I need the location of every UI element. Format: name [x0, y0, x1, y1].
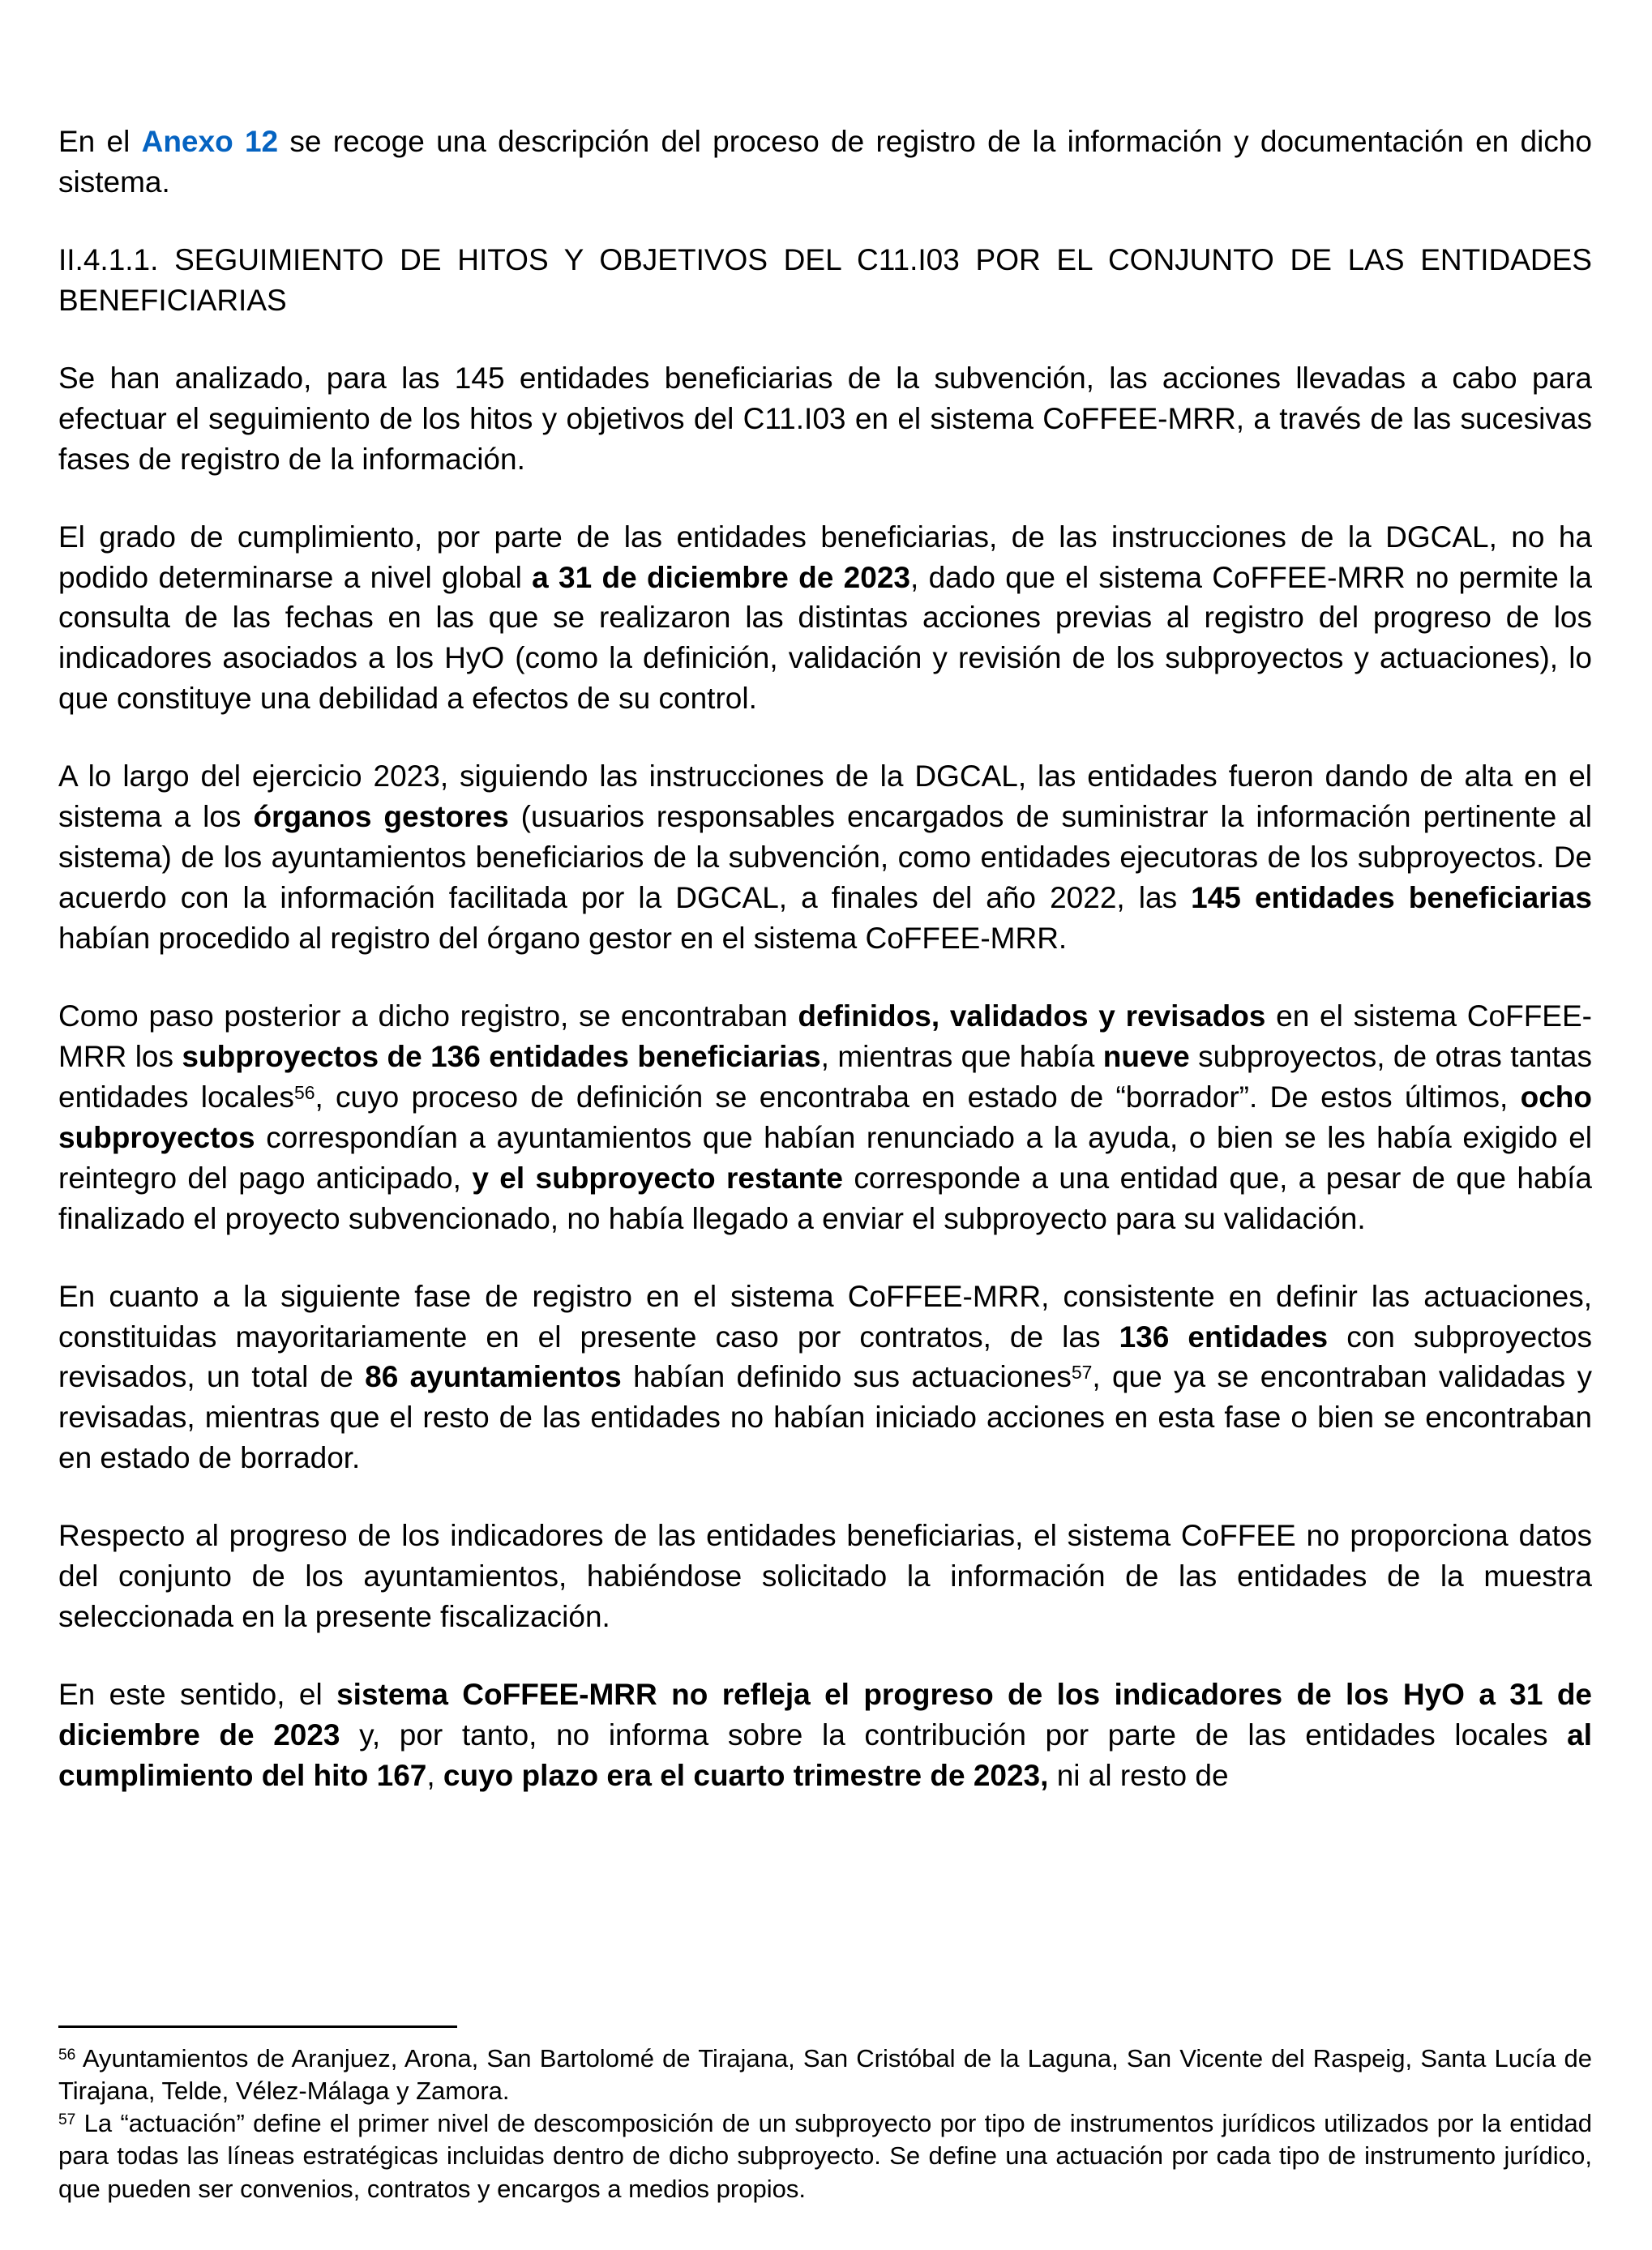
- anexo-12-link[interactable]: Anexo 12: [141, 125, 279, 158]
- footnote-reference: 56: [58, 2046, 76, 2064]
- text-run: 136 entidades: [1119, 1320, 1329, 1354]
- footnote-reference: 56: [293, 1081, 315, 1103]
- footnote-separator: [58, 2025, 457, 2028]
- text-run: a 31 de diciembre de 2023: [532, 560, 910, 594]
- text-run: corresponde a una entidad que, a pesar de que había finalizado el proyecto subvencionado, no había llegado a enviar el subproyecto para su validación.: [58, 1161, 1592, 1235]
- text-run: con subproyectos revisados, un total de: [58, 1320, 1592, 1394]
- text-run: se recoge una descripción del proceso de registro de la información y documentación en dicho sistema.: [58, 125, 1592, 199]
- text-run: en el sistema CoFFEE-MRR los: [58, 999, 1592, 1073]
- paragraph-indicadores: [58, 1516, 1592, 1637]
- text-run: cuyo plazo era el cuarto trimestre de 2023,: [443, 1758, 1049, 1792]
- text-run: En cuanto a la siguiente fase de registro en el sistema CoFFEE-MRR, consistente en definir las actuaciones, constituidas mayoritariamente en el presente caso por contratos, de las: [58, 1279, 1592, 1354]
- text-run: habían definido sus actuaciones: [621, 1360, 1072, 1394]
- text-run: El grado de cumplimiento, por parte de las entidades beneficiarias, de las instrucciones de la DGCAL, no ha podido determinarse a nivel global: [58, 520, 1592, 594]
- text-run: 145 entidades beneficiarias: [1191, 881, 1592, 915]
- paragraph-compliance: [58, 517, 1592, 720]
- document-body: [58, 122, 1592, 1833]
- text-run: al cumplimiento del hito 167: [58, 1718, 1592, 1792]
- text-run: , que ya se encontraban validadas y revisadas, mientras que el resto de las entidades no habían iniciado acciones en esta fase o bien se encontraban en estado de borrador.: [58, 1360, 1592, 1475]
- text-run: habían procedido al registro del órgano gestor en el sistema CoFFEE-MRR.: [58, 922, 1068, 955]
- text-run: ,: [426, 1758, 443, 1792]
- footnote-57: [58, 2107, 1592, 2205]
- paragraph-analysis: [58, 358, 1592, 480]
- text-run: , mientras que había: [820, 1039, 1103, 1073]
- section-heading: II.4.1.1. SEGUIMIENTO DE HITOS Y OBJETIVOS DEL C11.I03 POR EL CONJUNTO DE LAS ENTIDADES BENEFICIARIAS: [58, 242, 1592, 317]
- text-run: A lo largo del ejercicio 2023, siguiendo las instrucciones de la DGCAL, las entidades fueron dando de alta en el sistema a los: [58, 759, 1592, 834]
- footnote-reference: 57: [58, 2111, 76, 2129]
- paragraph-intro: [58, 122, 1592, 203]
- text-run: y el subproyecto restante: [472, 1161, 843, 1195]
- text-run: , cuyo proceso de definición se encontraba en estado de “borrador”. De estos últimos,: [315, 1080, 1521, 1114]
- footnotes-section: [58, 2001, 1592, 2205]
- text-run: ni al resto de: [1048, 1758, 1229, 1792]
- paragraph-hito-167: [58, 1675, 1592, 1796]
- text-run: subproyectos, de otras tantas entidades locales: [58, 1039, 1592, 1114]
- paragraph-organos-gestores: [58, 756, 1592, 959]
- text-run: sistema CoFFEE-MRR no refleja el progreso de los indicadores de los HyO a 31 de diciembre de 2023: [58, 1678, 1593, 1752]
- text-run: nueve: [1102, 1039, 1190, 1073]
- text-run: Respecto al progreso de los indicadores de las entidades beneficiarias, el sistema CoFFEE no proporciona datos del conjunto de los ayuntamientos, habiéndose solicitado la información de las entidades de la muestra seleccionada en la presente fiscalización.: [58, 1519, 1592, 1634]
- text-run: ocho subproyectos: [58, 1080, 1593, 1154]
- text-run: Se han analizado, para las 145 entidades beneficiarias de la subvención, las acciones llevadas a cabo para efectuar el seguimiento de los hitos y objetivos del C11.I03 en el sistema CoFFEE-MRR, a través de las sucesivas fases de registro de la información.: [58, 361, 1592, 476]
- text-run: 86 ayuntamientos: [365, 1360, 622, 1394]
- footnote-reference: 57: [1071, 1362, 1093, 1384]
- text-run: definidos, validados y revisados: [798, 999, 1266, 1033]
- text-run: órganos gestores: [253, 800, 509, 834]
- paragraph-subproyectos: [58, 996, 1592, 1239]
- text-run: En este sentido, el: [58, 1678, 337, 1712]
- text-run: Como paso posterior a dicho registro, se encontraban: [58, 999, 798, 1033]
- text-run: subproyectos de 136 entidades beneficiarias: [182, 1039, 821, 1073]
- text-run: Ayuntamientos de Aranjuez, Arona, San Bartolomé de Tirajana, San Cristóbal de la Laguna, San Vicente del Raspeig, Santa Lucía de Tirajana, Telde, Vélez-Málaga y Zamora.: [58, 2043, 1592, 2105]
- text-run: , dado que el sistema CoFFEE-MRR no permite la consulta de las fechas en las que se realizaron las distintas acciones previas al registro del progreso de los indicadores asociados a los HyO (como la definición, validación y revisión de los subproyectos y actuaciones), lo que constituye una debilidad a efectos de su control.: [58, 560, 1592, 716]
- text-run: La “actuación” define el primer nivel de descomposición de un subproyecto por tipo de instrumentos jurídicos utilizados por la entidad para todas las líneas estratégicas incluidas dentro de dicho subproyecto. Se define una actuación por cada tipo de instrumento jurídico, que pueden ser convenios, contratos y encargos a medios propios.: [58, 2109, 1592, 2203]
- text-run: correspondían a ayuntamientos que habían renunciado a la ayuda, o bien se les había exigido el reintegro del pago anticipado,: [58, 1120, 1592, 1195]
- paragraph-actuaciones: [58, 1277, 1592, 1479]
- text-run: y, por tanto, no informa sobre la contribución por parte de las entidades locales: [340, 1718, 1568, 1752]
- footnote-56: [58, 2043, 1592, 2108]
- text-run: (usuarios responsables encargados de suministrar la información pertinente al sistema) de los ayuntamientos beneficiarios de la subvención, como entidades ejecutoras de los subproyectos. De acuerdo con la información facilitada por la DGCAL, a finales del año 2022, las: [58, 800, 1592, 915]
- text-run: En el: [58, 125, 142, 158]
